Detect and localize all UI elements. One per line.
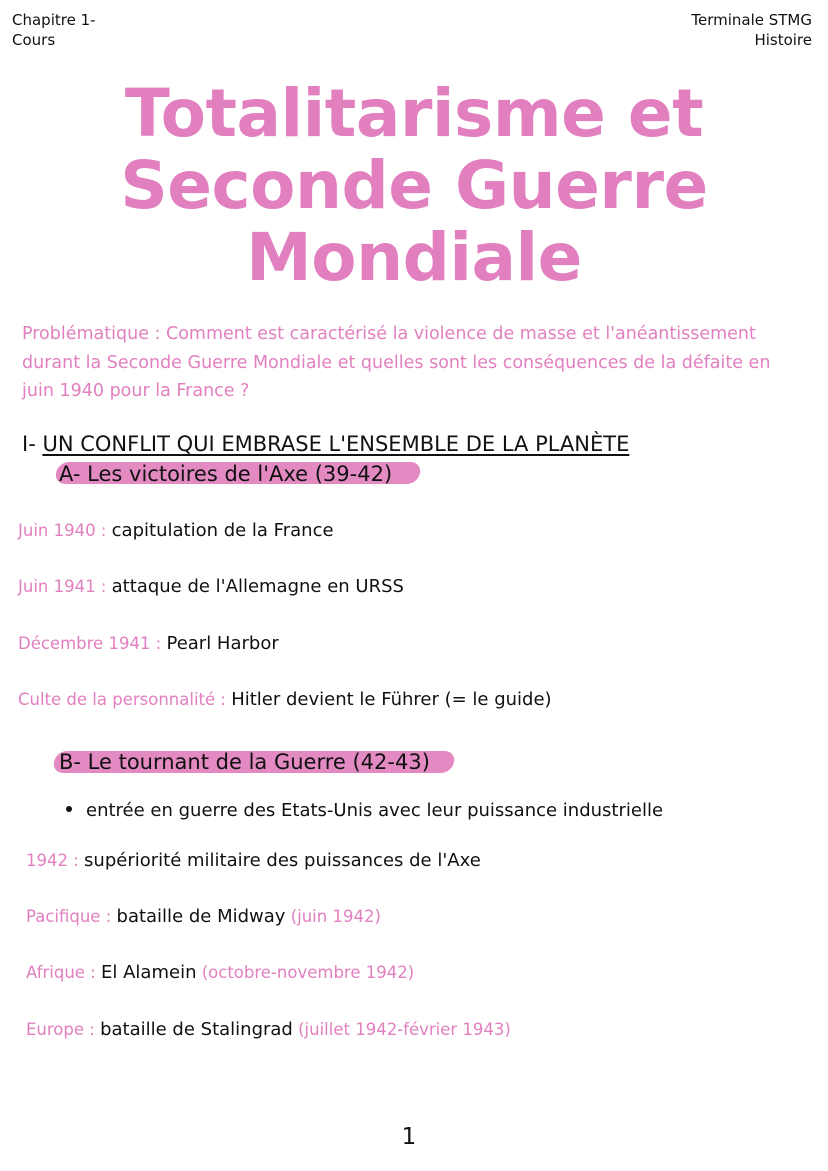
header-left [12,10,96,50]
section-1-heading [22,430,629,458]
header-right [691,10,812,50]
list-item [26,1018,511,1042]
entry-text: bataille de Stalingrad [100,1019,293,1040]
subject-label: Histoire [754,31,812,49]
chapter-label: Chapitre 1- [12,11,96,29]
bullet-dot-icon [66,806,72,812]
page-number: 1 [401,1124,417,1150]
bullet-item [66,799,663,823]
list-item [18,632,279,656]
section-1-number: I- [22,432,43,456]
entry-label: Pacifique : [26,907,117,926]
title-line-2: Seconde Guerre [120,147,708,224]
list-item [26,849,481,873]
entry-label: Juin 1941 : [18,577,112,596]
title-line-3: Mondiale [246,219,582,296]
entry-label: Afrique : [26,963,102,982]
entry-note: (juin 1942) [285,907,381,926]
entry-text: Pearl Harbor [166,633,279,654]
section-1-title: UN CONFLIT QUI EMBRASE L'ENSEMBLE DE LA PLANÈTE [42,432,630,456]
entry-label: 1942 : [26,851,85,870]
subsection-a-heading: A- Les victoires de l'Axe (39-42) [59,462,393,486]
entry-note: (juillet 1942-février 1943) [292,1020,511,1039]
bullet-text: entrée en guerre des Etats-Unis avec leur puissance industrielle [86,800,664,821]
title-line-1: Totalitarisme et [124,75,704,152]
entry-text: El Alamein [101,962,197,983]
subsection-b-heading: B- Le tournant de la Guerre (42-43) [59,750,430,774]
entry-label: Culte de la personnalité : [18,690,232,709]
entry-text: Hitler devient le Führer (= le guide) [231,689,552,710]
entry-text: attaque de l'Allemagne en URSS [111,576,404,597]
class-label: Terminale STMG [691,11,812,29]
entry-note: (octobre-novembre 1942) [196,963,415,982]
list-item [26,961,414,985]
entry-text: bataille de Midway [116,906,286,927]
cours-label: Cours [12,31,56,49]
page-title [0,75,828,296]
entry-text: supériorité militaire des puissances de l'Axe [84,850,481,871]
list-item [18,519,334,543]
entry-label: Juin 1940 : [18,521,112,540]
problematique: Problématique : Comment est caractérisé la violence de masse et l'anéantissement durant la Seconde Guerre Mondiale et quelles sont les conséquences de la défaite en juin 1940 pour la France ? [22,324,771,401]
entry-text: capitulation de la France [111,520,334,541]
entry-label: Décembre 1941 : [18,634,167,653]
list-item [26,905,381,929]
entry-label: Europe : [26,1020,101,1039]
list-item [18,575,404,599]
list-item [18,688,552,712]
